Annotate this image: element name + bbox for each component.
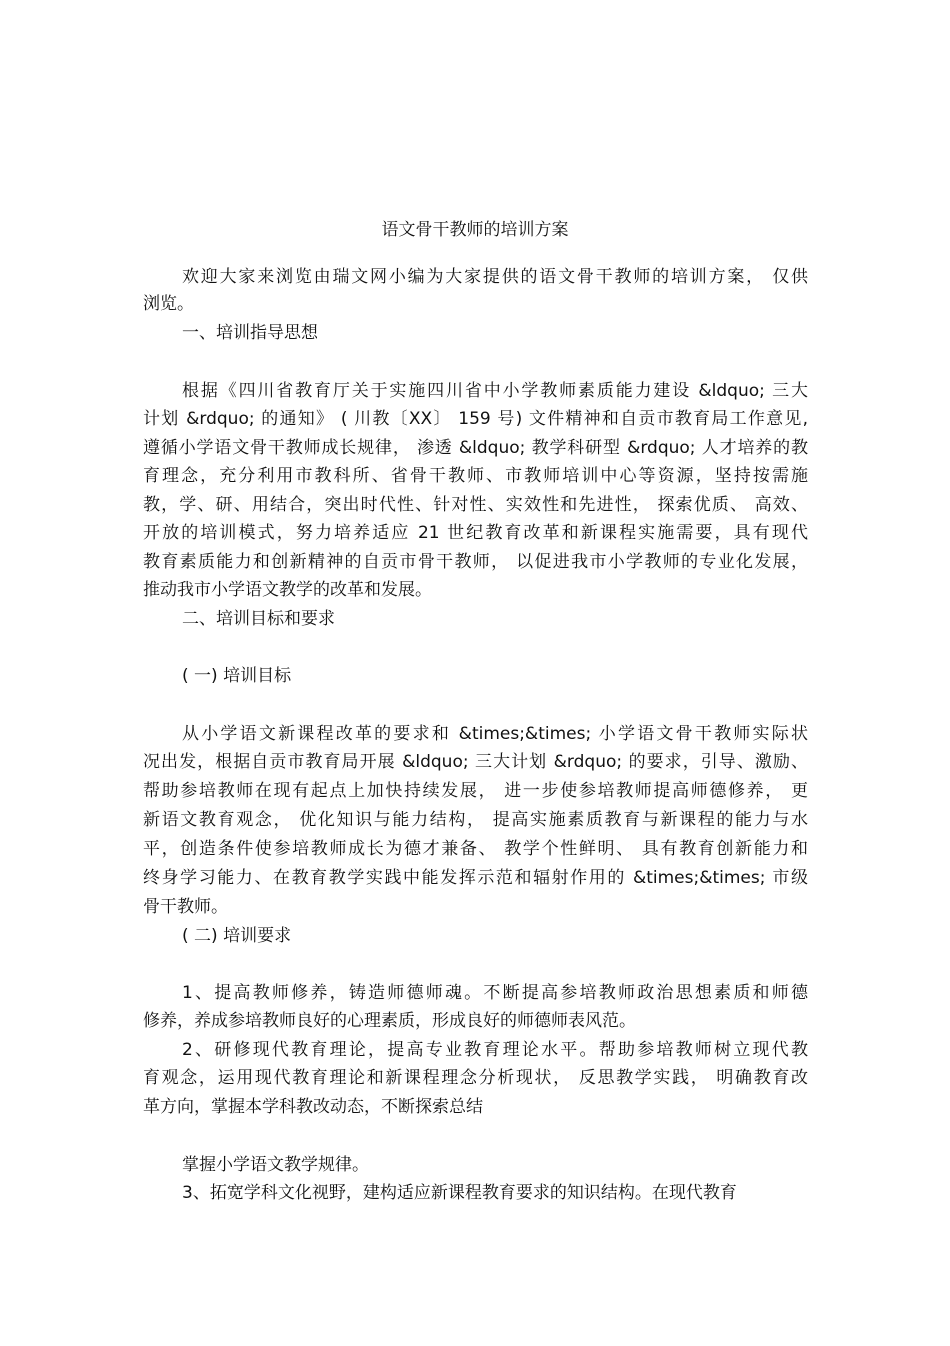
document-title: 语文骨干教师的培训方案 (381, 220, 569, 240)
paragraph-line: 开放的培训模式，努力培养适应 21 世纪教育改革和新课程实施需要，具有现代 (143, 523, 808, 543)
paragraph-line: 推动我市小学语文教学的改革和发展。 (143, 580, 432, 600)
paragraph-line: 3、拓宽学科文化视野，建构适应新课程教育要求的知识结构。在现代教育 (182, 1183, 737, 1203)
paragraph-line: 革方向，掌握本学科教改动态，不断探索总结 (143, 1097, 483, 1117)
paragraph-line: 平，创造条件使参培教师成长为德才兼备、 教学个性鲜明、 具有教育创新能力和 (143, 839, 808, 859)
paragraph-line: 教育素质能力和创新精神的自贡市骨干教师， 以促进我市小学教师的专业化发展， (143, 552, 808, 572)
section-heading: 一、培训指导思想 (182, 323, 318, 343)
subsection-heading: ( 二) 培训要求 (182, 926, 292, 946)
paragraph-line: 2、研修现代教育理论，提高专业教育理论水平。帮助参培教师树立现代教 (182, 1040, 808, 1060)
paragraph-line: 根据《四川省教育厅关于实施四川省中小学教师素质能力建设 &ldquo; 三大 (182, 381, 808, 401)
paragraph-line: 教，学、研、用结合，突出时代性、针对性、实效性和先进性， 探索优质、 高效、 (143, 495, 808, 515)
paragraph-line: 修养，养成参培教师良好的心理素质，形成良好的师德师表风范。 (143, 1011, 636, 1031)
paragraph-line: 况出发，根据自贡市教育局开展 &ldquo; 三大计划 &rdquo; 的要求，引导、激励、 (143, 752, 808, 772)
paragraph-line: 从小学语文新课程改革的要求和 &times;&times; 小学语文骨干教师实际状 (182, 724, 808, 744)
paragraph-line: 新语文教育观念， 优化知识与能力结构， 提高实施素质教育与新课程的能力与水 (143, 810, 808, 830)
paragraph-line: 育理念，充分利用市教科所、省骨干教师、市教师培训中心等资源，坚持按需施 (143, 466, 808, 486)
paragraph-line: 掌握小学语文教学规律。 (182, 1155, 369, 1175)
paragraph-line: 1、提高教师修养，铸造师德师魂。不断提高参培教师政治思想素质和师德 (182, 983, 808, 1003)
paragraph-line: 终身学习能力、在教育教学实践中能发挥示范和辐射作用的 &times;&times; 市级 (143, 868, 808, 888)
paragraph-line: 骨干教师。 (143, 897, 228, 917)
subsection-heading: ( 一) 培训目标 (182, 666, 292, 686)
paragraph-line: 遵循小学语文骨干教师成长规律， 渗透 &ldquo; 教学科研型 &rdquo; 人才培养的教 (143, 438, 808, 458)
paragraph-line: 欢迎大家来浏览由瑞文网小编为大家提供的语文骨干教师的培训方案， 仅供 (182, 267, 808, 287)
paragraph-line: 浏览。 (143, 294, 194, 314)
paragraph-line: 计划 &rdquo; 的通知》 ( 川教〔XX〕 159 号) 文件精神和自贡市教育局工作意见, (143, 409, 808, 429)
section-heading: 二、培训目标和要求 (182, 609, 335, 629)
paragraph-line: 育观念，运用现代教育理论和新课程理念分析现状， 反思教学实践， 明确教育改 (143, 1068, 808, 1088)
paragraph-line: 帮助参培教师在现有起点上加快持续发展， 进一步使参培教师提高师德修养， 更 (143, 781, 808, 801)
